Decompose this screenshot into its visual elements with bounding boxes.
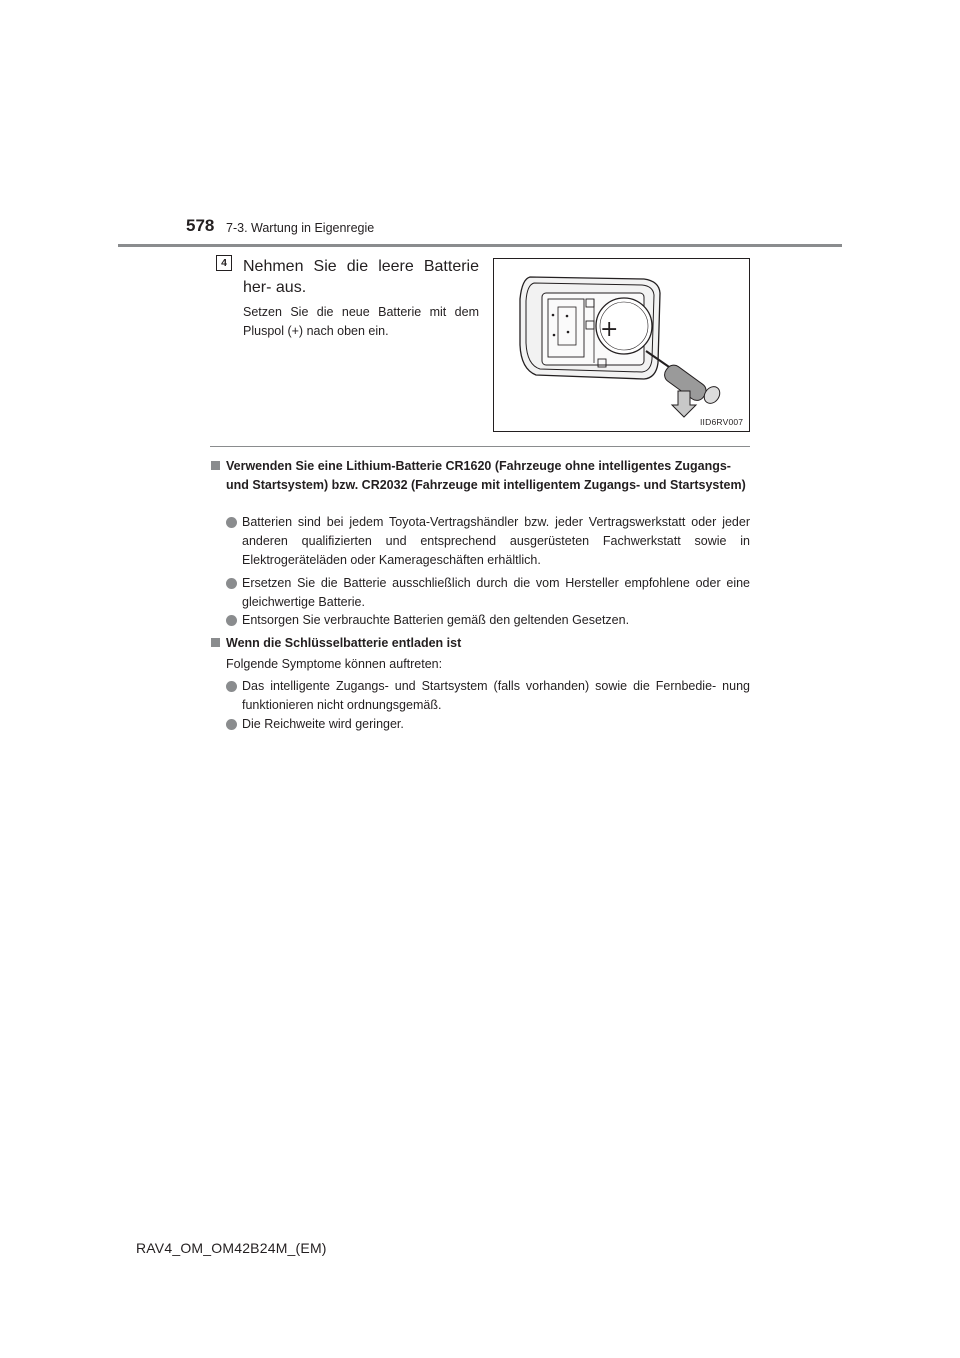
section-intro: Folgende Symptome können auftreten:: [226, 657, 443, 671]
section-divider: [210, 446, 750, 447]
square-bullet-icon: [211, 461, 220, 470]
step-title: Nehmen Sie die leere Batterie her- aus.: [243, 258, 479, 296]
document-code: RAV4_OM_OM42B24M_(EM): [136, 1240, 327, 1256]
list-item: Die Reichweite wird geringer.: [242, 717, 404, 731]
round-bullet-icon: [226, 719, 237, 730]
list-item: Das intelligente Zugangs- und Startsystem (falls vorhanden) sowie die Fernbedie- nung funktionieren nicht ordnungsgemäß.: [242, 679, 750, 712]
round-bullet-icon: [226, 517, 237, 528]
header-divider: [118, 244, 842, 247]
round-bullet-icon: [226, 578, 237, 589]
list-item: Entsorgen Sie verbrauchte Batterien gemäß den geltenden Gesetzen.: [242, 613, 630, 627]
list-item: Ersetzen Sie die Batterie ausschließlich durch die vom Hersteller empfohlene oder eine gleichwertige Batterie.: [242, 576, 750, 609]
key-fob-battery-drawing: [494, 259, 749, 431]
square-bullet-icon: [211, 638, 220, 647]
round-bullet-icon: [226, 681, 237, 692]
step-note: Setzen Sie die neue Batterie mit dem Pluspol (+) nach oben ein.: [243, 305, 479, 338]
list-item: Batterien sind bei jedem Toyota-Vertragshändler bzw. jeder Vertragswerkstatt oder jeder anderen qualifizierten und entsprechend ausgerüsteten Fachwerkstatt sowie in Elektrogeräteläden oder Kamerageschäften erhältlich.: [242, 515, 750, 567]
plus-symbol: +: [600, 317, 619, 342]
section-heading-battery-type: Verwenden Sie eine Lithium-Batterie CR1620 (Fahrzeuge ohne intelligentes Zugangs- und Startsystem) bzw. CR2032 (Fahrzeuge mit intelligentem Zugangs- und Startsystem): [226, 459, 746, 492]
key-battery-illustration: [493, 258, 750, 432]
section-heading-low-battery: Wenn die Schlüsselbatterie entladen ist: [226, 636, 462, 650]
page-number: 578: [186, 216, 215, 235]
section-title: 7-3. Wartung in Eigenregie: [226, 221, 375, 235]
step-number-badge: 4: [216, 255, 232, 271]
figure-code: IID6RV007: [700, 417, 744, 427]
round-bullet-icon: [226, 615, 237, 626]
